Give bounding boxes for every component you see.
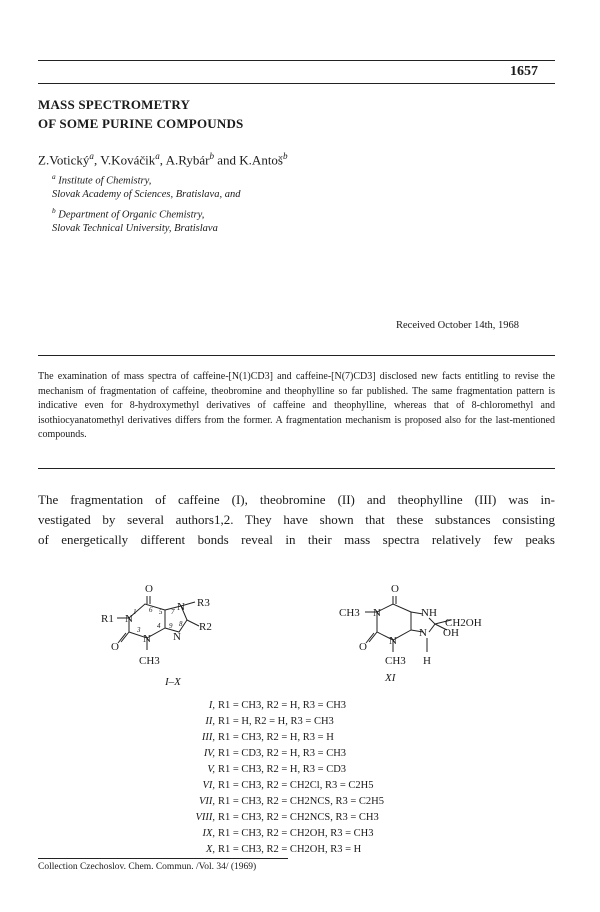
author-affil-mark: b [209,151,215,161]
author-and: and [214,152,240,168]
atom-n1: N [125,613,133,625]
footer-rule [38,858,288,859]
affiliation-text: Department of Organic Chemistry, [58,209,205,221]
compound-number: IV, [203,748,215,759]
compound-number: I, [208,700,215,711]
author-affil-mark: a [155,151,160,161]
ring-number: 9 [169,622,173,630]
atom-ch3-left: CH3 [339,607,360,619]
ring-number: 4 [157,622,161,630]
atom-n9: N [173,631,181,643]
abstract-rule-top [38,355,555,356]
header-rule [38,60,555,61]
affiliation-line [52,223,218,234]
atom-n3: N [143,633,151,645]
atom-n1: N [373,607,381,619]
atom-n7: N [177,601,185,613]
affiliation-line [52,206,204,221]
journal-footer: Collection Czechoslov. Chem. Commun. /Vol. 34/ (1969) [38,862,257,872]
ring-number: 8 [179,620,183,628]
affiliation-text: Slovak Technical University, Bratislava [52,223,218,234]
structure-label-right: XI [385,672,396,684]
atom-oxygen-left: O [111,641,119,653]
ring-number: 3 [137,626,141,634]
affiliation-line [52,189,240,200]
atom-ch2oh: CH2OH [445,617,482,629]
abstract-rule-bottom [38,468,555,469]
body-text-line: vestigated by several authors1,2. They have shown that these substances consisting [38,512,555,527]
compound-substituents: R1 = H, R2 = H, R3 = CH3 [218,716,334,727]
page-number: 1657 [510,64,538,79]
affiliation-text: Institute of Chemistry, [58,175,152,187]
body-text-line: of energetically different bonds reveal in their mass spectra relatively few peaks [38,532,555,547]
compound-number: VIII, [195,812,215,823]
atom-ch3-bottom: CH3 [385,655,406,667]
atom-n9: N [419,627,427,639]
structure-purine-general [95,570,255,675]
compound-substituents: R1 = CH3, R2 = CH2OH, R3 = H [218,844,362,855]
atom-oxygen-top: O [391,583,399,595]
compound-substituents: R1 = CD3, R2 = H, R3 = CH3 [218,748,347,759]
atom-r3: R3 [197,597,210,609]
author-affil-mark: b [283,151,288,161]
compound-substituents: R1 = CH3, R2 = CH2OH, R3 = CH3 [218,828,374,839]
ring-number: 1 [133,608,137,616]
atom-oxygen-left: O [359,641,367,653]
author-name: V.Kováčik [100,152,156,168]
author-name: A.Rybár [165,152,210,168]
author-affil-mark: a [89,151,94,161]
structure-label-left: I–X [165,676,181,688]
received-date: Received October 14th, 1968 [396,320,520,331]
atom-nh: NH [421,607,437,619]
compound-substituents: R1 = CH3, R2 = CH2NCS, R3 = CH3 [218,812,379,823]
atom-oh: OH [443,627,459,639]
paper-title-line1: MASS SPECTROMETRY [38,97,191,112]
compound-number: V, [207,764,215,775]
compound-substituents: R1 = CH3, R2 = H, R3 = CD3 [218,764,347,775]
atom-h: H [423,655,431,667]
compound-number: II, [205,716,215,727]
compound-substituents: R1 = CH3, R2 = H, R3 = CH3 [218,700,347,711]
author-name: Z.Votický [38,152,90,168]
atom-r2: R2 [199,621,212,633]
abstract: The examination of mass spectra of caffeine-[N(1)CD3] and caffeine-[N(7)CD3] disclosed new facts entitling to revise the mechanism of fragmentation of caffeine, theobromine and theophylline so far published. The same fragmentation pattern is indicative even for 8-hydroxymethyl derivatives of caffeine and theophylline, whereas that of 8-chloromethyl and isothiocyanatomethyl derivatives differs from the former. A fragmentation mechanism is proposed also for the last-mentioned compounds. [38,371,555,440]
structure-xi [335,570,505,675]
body-text-line: The fragmentation of caffeine (I), theobromine (II) and theophylline (III) was in- [38,492,555,507]
ring-number: 7 [171,608,175,616]
author-name: K.Antoš [239,152,283,168]
atom-oxygen-top: O [145,583,153,595]
affiliation-mark: a [52,172,56,181]
compound-number: X, [205,844,215,855]
compound-substituents: R1 = CH3, R2 = CH2NCS, R3 = C2H5 [218,796,384,807]
affiliation-line [52,172,151,187]
compound-number: VI, [202,780,215,791]
compound-substituents: R1 = CH3, R2 = H, R3 = H [218,732,334,743]
atom-n3: N [389,635,397,647]
ring-number: 5 [159,608,163,616]
compound-number: IX, [202,828,215,839]
affiliation-text: Slovak Academy of Sciences, Bratislava, and [52,189,241,200]
paper-title-line2: OF SOME PURINE COMPOUNDS [38,116,244,131]
header-rule-lower [38,83,555,84]
compound-number: VII, [198,796,215,807]
ring-number: 6 [149,606,153,614]
affiliation-mark: b [52,206,56,215]
compound-number: III, [201,732,215,743]
atom-ch3: CH3 [139,655,160,667]
author-list [38,151,288,168]
author-separator: , [93,152,101,168]
author-separator: , [159,152,166,168]
atom-r1: R1 [101,613,114,625]
compound-substituents: R1 = CH3, R2 = CH2Cl, R3 = C2H5 [218,780,374,791]
